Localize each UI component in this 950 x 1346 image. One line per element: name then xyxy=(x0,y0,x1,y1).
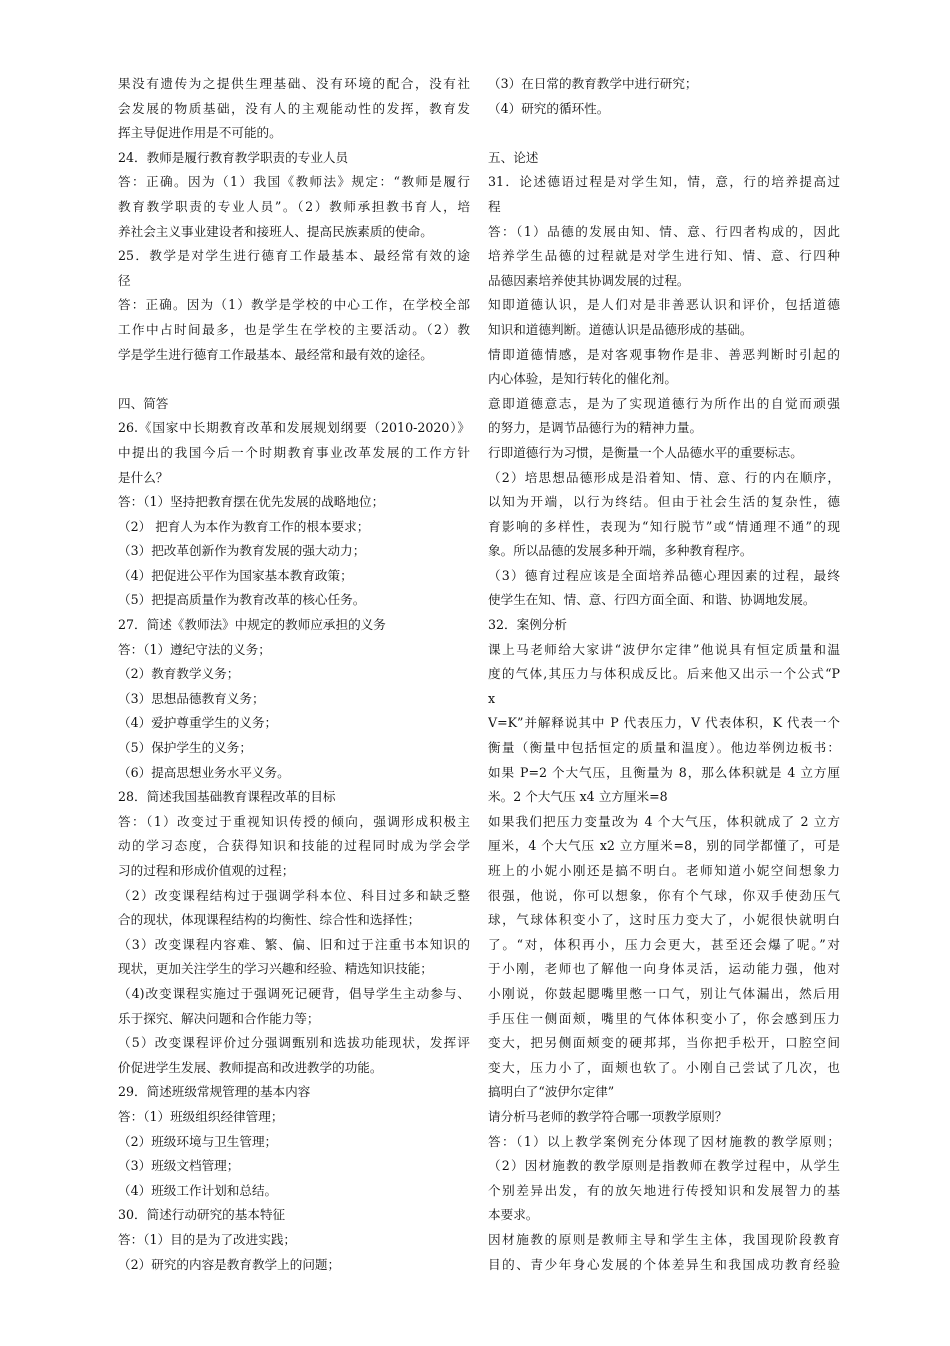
text-line: 因材施教的原则是教师主导和学生主体，我国现阶段教育 xyxy=(488,1231,840,1247)
text-line: 行即道德行为习惯，是衡量一个人品德水平的重要标志。 xyxy=(488,444,803,460)
text-line: 内心体验，是知行转化的催化剂。 xyxy=(488,371,677,387)
text-line: 26.《国家中长期教育改革和发展规划纲要（2010-2020）》 xyxy=(118,420,470,436)
text-line: 变大，把另侧面颊变的硬邦邦，当你把手松开，口腔空间 xyxy=(488,1035,840,1051)
text-line: 现状，更加关注学生的学习兴趣和经验、精选知识技能； xyxy=(118,961,433,977)
text-line: 五、论述 xyxy=(488,149,539,165)
text-line: 32．案例分析 xyxy=(488,617,567,633)
text-line: （3）班级文档管理； xyxy=(118,1158,240,1174)
text-line: 知即道德认识，是人们对是非善恶认识和评价，包括道德 xyxy=(488,297,840,313)
text-line: 育影响的多样性，表现为“知行脱节”或“情通理不通”的现 xyxy=(488,518,840,534)
text-line: V=K”并解释说其中 P 代表压力，V 代表体积，K 代表一个 xyxy=(488,715,840,731)
text-line: 答：（1）班级组织经律管理； xyxy=(118,1108,284,1124)
text-line: 30．简述行动研究的基本特征 xyxy=(118,1207,286,1223)
text-line: 是什么？ xyxy=(118,469,169,485)
text-line: （2）培思想品德形成是沿着知、情、意、行的内在顺序， xyxy=(488,469,840,485)
text-line: （4）班级工作计划和总结。 xyxy=(118,1182,278,1198)
text-line: （3）把改革创新作为教育发展的强大动力； xyxy=(118,543,366,559)
text-line: 答：（1）改变过于重视知识传授的倾向，强调形成积极主 xyxy=(118,813,470,829)
text-line xyxy=(118,367,470,392)
text-line: 目的、青少年身心发展的个体差异生和我国成功教育经验 xyxy=(488,1256,840,1272)
text-line: 挥主导促进作用是不可能的。 xyxy=(118,125,282,141)
text-line xyxy=(488,121,840,146)
text-line: （2）研究的内容是教育教学上的问题； xyxy=(118,1256,341,1272)
text-line: 答：（1）以上教学案例充分体现了因材施教的教学原则； xyxy=(488,1133,840,1149)
text-line: x xyxy=(488,690,496,706)
right-text-column xyxy=(488,72,840,1277)
text-line: （4）把促进公平作为国家基本教育政策； xyxy=(118,567,353,583)
text-line: 意即道德意志，是为了实现道德行为所作出的自觉而顽强 xyxy=(488,395,840,411)
text-line: （3）在日常的教育教学中进行研究； xyxy=(488,76,698,91)
text-line: 本要求。 xyxy=(488,1207,539,1223)
text-line: （4）研究的循环性。 xyxy=(488,100,610,116)
text-line: 中提出的我国今后一个时期教育事业改革发展的工作方针 xyxy=(118,444,470,460)
text-line: （5）把提高质量作为教育改革的核心任务。 xyxy=(118,592,366,608)
text-line: 养社会主义事业建设者和接班人、提高民族素质的使命。 xyxy=(118,223,433,239)
text-line: 径 xyxy=(118,272,131,288)
text-line: 培养学生品德的过程就是对学生进行知、情、意、行四种 xyxy=(488,248,840,264)
text-line: 于小刚，老师也了解他一向身体灵活，运动能力强，他对 xyxy=(488,961,840,977)
text-line: 学是学生进行德育工作最基本、最经常和最有效的途径。 xyxy=(118,346,433,362)
text-line: 球，气球体积变小了，这时压力变大了，小妮很快就明白 xyxy=(488,912,840,928)
text-line: 教育教学职责的专业人员”。（2）教师承担教书育人，培 xyxy=(118,198,470,214)
text-line: 29．简述班级常规管理的基本内容 xyxy=(118,1084,311,1100)
text-line: 31．论述德语过程是对学生知，情，意，行的培养提高过 xyxy=(488,174,840,190)
text-line: 如果我们把压力变量改为 4 个大气压，体积就成了 2 立方 xyxy=(488,813,840,829)
text-line: 合的现状，体现课程结构的均衡性、综合性和选择性； xyxy=(118,912,421,928)
text-line: 24．教师是履行教育教学职责的专业人员 xyxy=(118,149,349,165)
text-line: 动的学习态度，合获得知识和技能的过程同时成为学会学 xyxy=(118,838,470,854)
text-line: （3）改变课程内容难、繁、偏、旧和过于注重书本知识的 xyxy=(118,936,470,952)
text-line: （5）保护学生的义务； xyxy=(118,740,252,756)
text-line: 工作中占时间最多，也是学生在学校的主要活动。（2）教 xyxy=(118,321,470,337)
text-line: （6）提高思想业务水平义务。 xyxy=(118,764,290,780)
text-line: 厘米，4 个大气压 x2 立方厘米=8，别的同学都懂了，可是 xyxy=(488,838,840,854)
text-line: 价促进学生发展、教师提高和改进教学的功能。 xyxy=(118,1059,383,1075)
text-line: （4）爱护尊重学生的义务； xyxy=(118,715,278,731)
text-line: 米。2 个大气压 x4 立方厘米=8 xyxy=(488,789,668,805)
text-line: 果没有遗传为之提供生理基础、没有环境的配合，没有社 xyxy=(118,76,470,91)
text-line: 个别差异出发，有的放矢地进行传授知识和发展智力的基 xyxy=(488,1182,840,1198)
text-line: 班上的小妮小刚还是搞不明白。老师知道小妮空间想象力 xyxy=(488,863,840,878)
text-line: 搞明白了“波伊尔定律” xyxy=(488,1084,615,1100)
text-line: 25．教学是对学生进行德育工作最基本、最经常有效的途 xyxy=(118,248,470,264)
left-text-column xyxy=(118,72,470,1277)
text-line: 知识和道德判断。道德认识是品德形成的基础。 xyxy=(488,321,753,337)
text-line: 乐于探究、解决问题和合作能力等； xyxy=(118,1010,320,1026)
text-line: 象。所以品德的发展多种开端，多种教育程序。 xyxy=(488,543,753,559)
text-line: 品德因素培养使其协调发展的过程。 xyxy=(488,272,690,288)
text-line: 课上马老师给大家讲“波伊尔定律”他说具有恒定质量和温 xyxy=(488,641,840,657)
text-line: 的努力，是调节品德行为的精神力量。 xyxy=(488,420,703,436)
text-line: 衡量（衡量中包括恒定的质量和温度）。他边举例边板书： xyxy=(488,740,840,756)
text-line: 答：（1）坚持把教育摆在优先发展的战略地位； xyxy=(118,494,385,510)
text-line: 了。“对，体积再小，压力会更大，甚至还会爆了呢。”对 xyxy=(488,936,840,952)
text-line: 四、简答 xyxy=(118,395,169,411)
text-line: （2）改变课程结构过于强调学科本位、科目过多和缺乏整 xyxy=(118,887,470,903)
text-line: 会发展的物质基础，没有人的主观能动性的发挥，教育发 xyxy=(118,100,470,116)
text-line: 以知为开端，以行为终结。但由于社会生活的复杂性，德 xyxy=(488,494,840,510)
text-line: 答：正确。因为（1）教学是学校的中心工作，在学校全部 xyxy=(118,297,470,313)
text-line: 很强，他说，你可以想象，你有个气球，你双手使劲压气 xyxy=(488,887,840,903)
text-line: 情即道德情感，是对客观事物作是非、善恶判断时引起的 xyxy=(488,346,840,362)
text-line: （3）德育过程应该是全面培养品德心理因素的过程，最终 xyxy=(488,567,840,583)
text-line: 手压住一侧面颊，嘴里的气体体积变小了，你会感到压力 xyxy=(488,1010,840,1026)
text-line: （3）思想品德教育义务； xyxy=(118,690,265,706)
text-line: 28．简述我国基础教育课程改革的目标 xyxy=(118,789,336,805)
text-line: （5）改变课程评价过分强调甄别和选拔功能现状，发挥评 xyxy=(118,1035,470,1051)
text-line: 程 xyxy=(488,198,501,214)
text-line: 习的过程和形成价值观的过程； xyxy=(118,863,295,878)
text-line: 小刚说，你鼓起腮嘴里憋一口气，别让气体漏出，然后用 xyxy=(488,985,840,1001)
text-line: 使学生在知、情、意、行四方面全面、和谐、协调地发展。 xyxy=(488,592,816,608)
text-line: 如果 P=2 个大气压，且衡量为 8，那么体积就是 4 立方厘 xyxy=(488,764,840,780)
text-line: 答：正确。因为（1）我国《教师法》规定：“教师是履行 xyxy=(118,174,470,190)
text-line: （2）教育教学义务； xyxy=(118,666,240,682)
text-line: 度的气体,其压力与体积成反比。后来他又出示一个公式“P xyxy=(488,666,840,682)
text-line: 27．简述《教师法》中规定的教师应承担的义务 xyxy=(118,617,386,633)
text-line: 变大，压力小了，面颊也软了。小刚自己尝试了几次，也 xyxy=(488,1059,840,1075)
text-line: （2）因材施教的教学原则是指教师在教学过程中，从学生 xyxy=(488,1158,840,1174)
text-line: 答：（1）遵纪守法的义务； xyxy=(118,641,271,657)
text-line: （4)改变课程实施过于强调死记硬背，倡导学生主动参与、 xyxy=(118,985,470,1001)
text-line: 答：（1）品德的发展由知、情、意、行四者构成的，因此 xyxy=(488,223,840,239)
text-line: 请分析马老师的教学符合哪一项教学原则？ xyxy=(488,1108,728,1124)
text-line: （2） 把育人为本作为教育工作的根本要求； xyxy=(118,518,370,534)
text-line: 答：（1）目的是为了改进实践； xyxy=(118,1231,297,1247)
text-line: （2）班级环境与卫生管理； xyxy=(118,1133,278,1149)
